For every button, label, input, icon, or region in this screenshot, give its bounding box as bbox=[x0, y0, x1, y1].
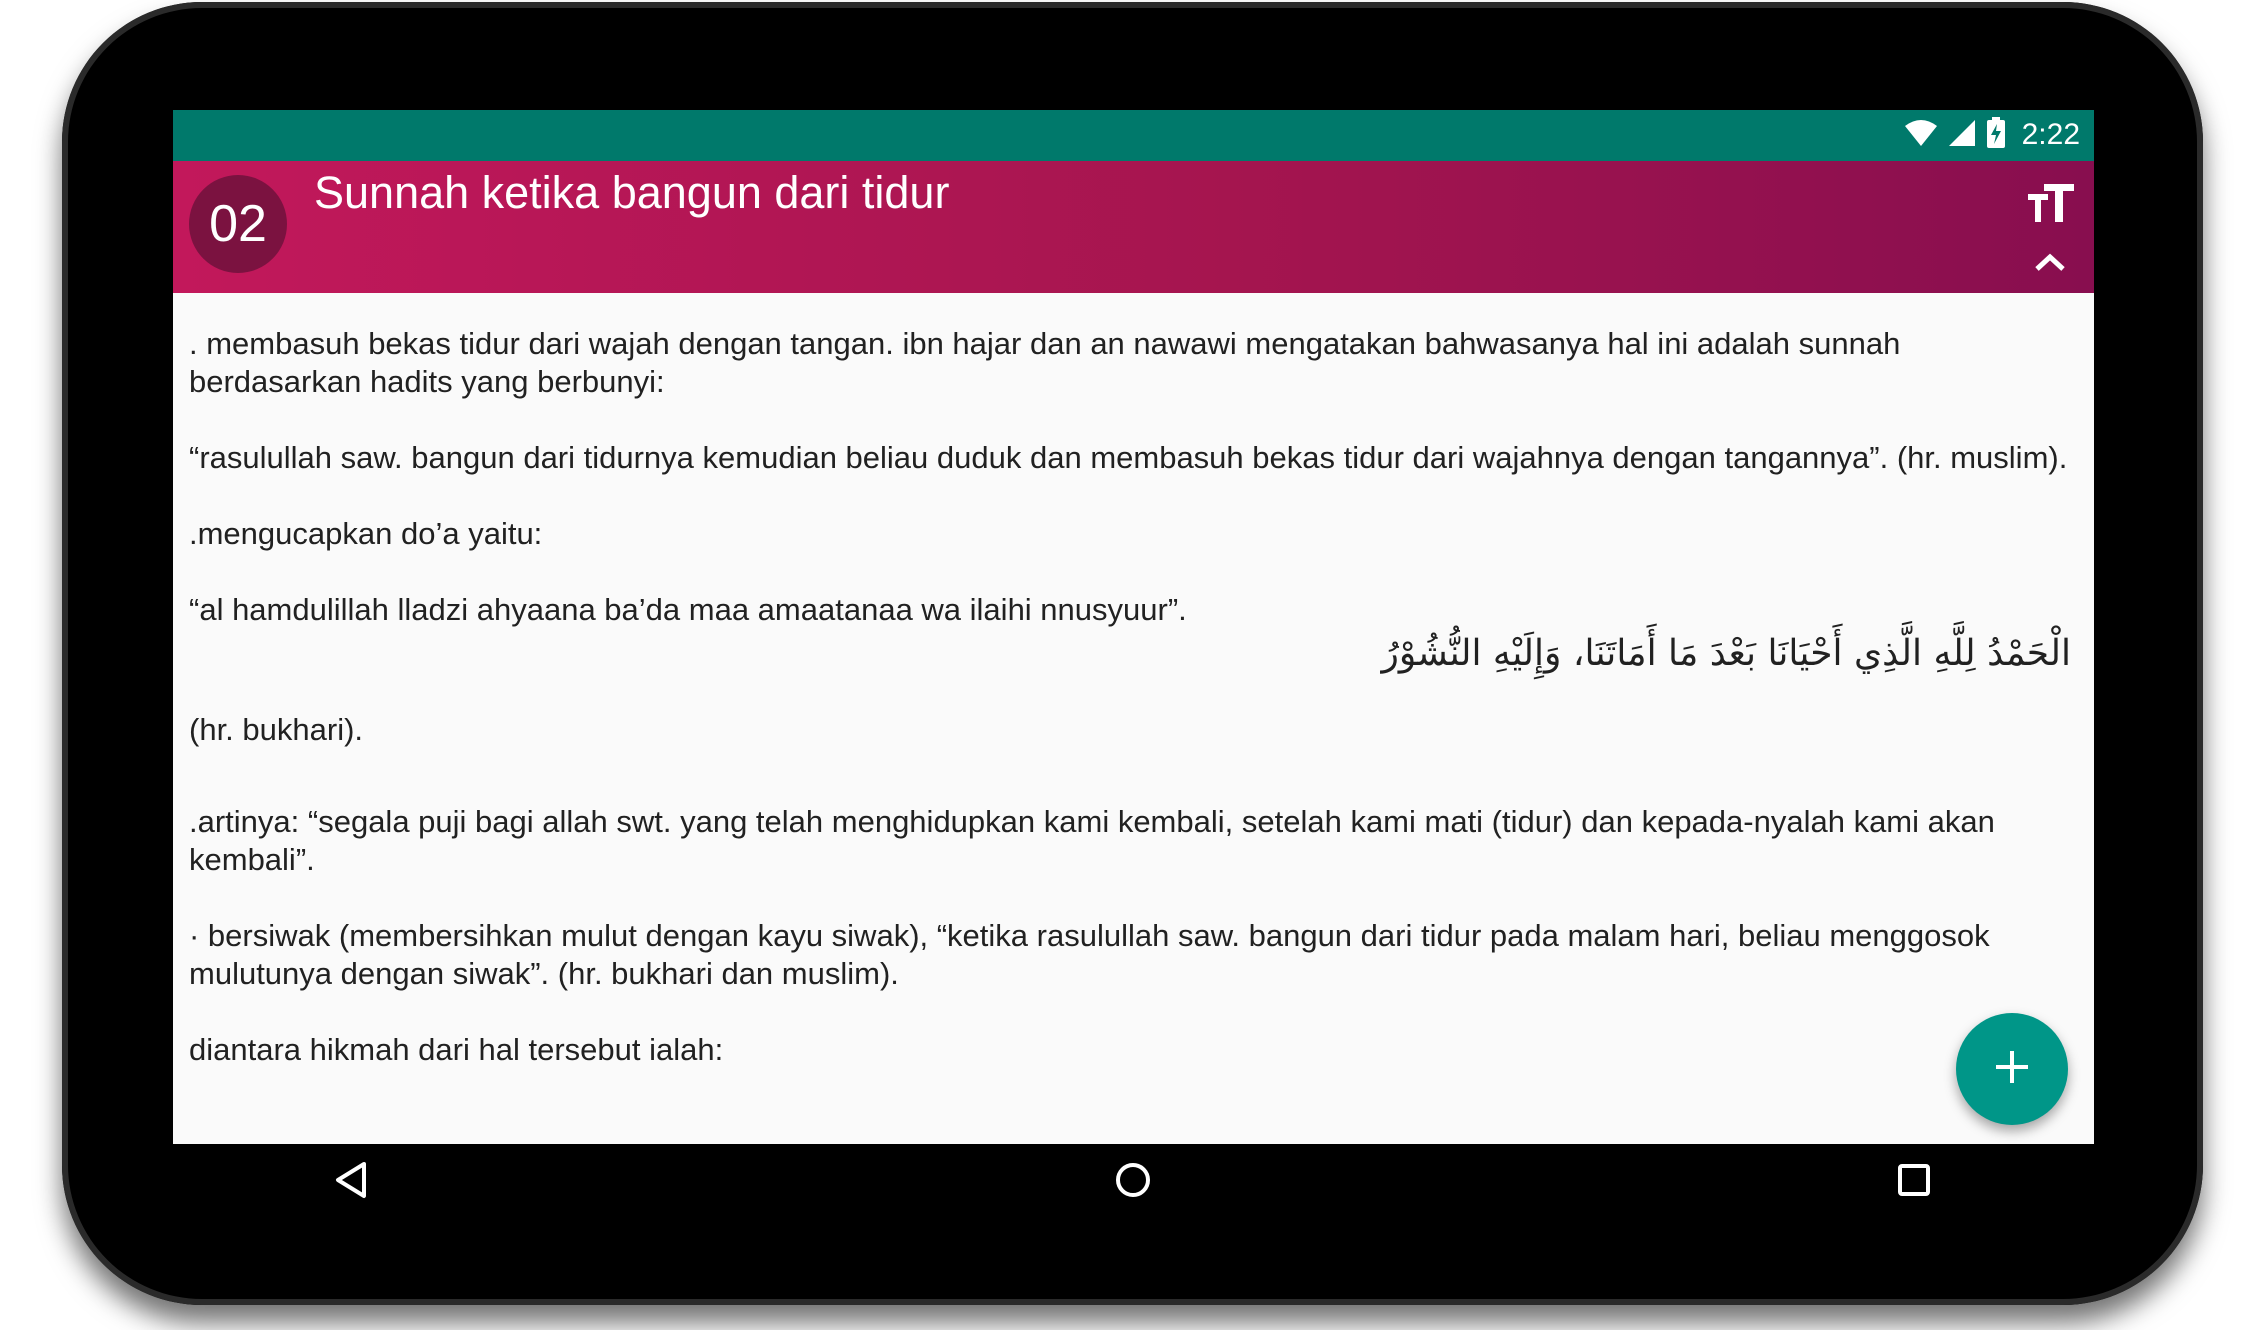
article-header bbox=[173, 161, 2094, 293]
app-screen bbox=[173, 110, 2094, 1144]
home-circle-icon bbox=[1113, 1160, 1153, 1205]
paragraph: .artinya: “segala puji bagi allah swt. yang telah menghidupkan kami kembali, setelah kami mati (tidur) dan kepada-nyalah kami akan kembali”. bbox=[189, 804, 1995, 877]
font-size-button[interactable] bbox=[2026, 181, 2076, 231]
wifi-icon bbox=[1904, 119, 1938, 152]
spacer bbox=[189, 553, 2079, 591]
spacer bbox=[189, 401, 2079, 439]
plus-icon bbox=[1994, 1049, 2030, 1090]
system-nav-bar bbox=[173, 1144, 2094, 1224]
paragraph: · bersiwak (membersihkan mulut dengan kayu siwak), “ketika rasulullah saw. bangun dari tidur pada malam hari, beliau menggosok mulutunya dengan siwak”. (hr. bukhari dan muslim). bbox=[189, 918, 1990, 991]
chevron-up-icon bbox=[2034, 252, 2066, 277]
arabic-prayer-text: الْحَمْدُ لِلَّهِ الَّذِي أَحْيَانَا بَعْدَ مَا أَمَاتَنَا، وَإِلَيْهِ النُّشُوْرُ bbox=[1381, 633, 2071, 674]
paragraph: .mengucapkan do’a yaitu: bbox=[189, 516, 543, 551]
paragraph: “al hamdulillah lladzi ahyaana ba’da maa amaatanaa wa ilaihi nnusyuur”. bbox=[189, 592, 1187, 627]
text-size-icon bbox=[2028, 184, 2074, 229]
paragraph: diantara hikmah dari hal tersebut ialah: bbox=[189, 1032, 724, 1067]
status-time: 2:22 bbox=[2021, 118, 2080, 151]
spacer bbox=[189, 749, 2079, 803]
collapse-header-button[interactable] bbox=[2028, 249, 2072, 279]
article-content bbox=[189, 325, 2079, 1069]
spacer bbox=[189, 477, 2079, 515]
home-button[interactable] bbox=[1103, 1152, 1163, 1212]
status-bar bbox=[173, 110, 2094, 161]
add-fab-button[interactable] bbox=[1956, 1013, 2068, 1125]
paragraph: (hr. bukhari). bbox=[189, 712, 364, 747]
paragraph: . membasuh bekas tidur dari wajah dengan tangan. ibn hajar dan an nawawi mengatakan bahwasanya hal ini adalah sunnah berdasarkan hadits yang berbunyi: bbox=[189, 326, 1901, 399]
back-triangle-icon bbox=[332, 1160, 372, 1205]
battery-charging-icon bbox=[1986, 117, 2006, 154]
spacer bbox=[189, 993, 2079, 1031]
status-icons bbox=[1904, 116, 2080, 154]
back-button[interactable] bbox=[322, 1152, 382, 1212]
signal-icon bbox=[1948, 119, 1976, 152]
recents-button[interactable] bbox=[1884, 1152, 1944, 1212]
recents-square-icon bbox=[1894, 1160, 1934, 1205]
paragraph: “rasulullah saw. bangun dari tidurnya kemudian beliau duduk dan membasuh bekas tidur dari wajahnya dengan tangannya”. (hr. muslim). bbox=[189, 440, 2068, 475]
spacer bbox=[189, 679, 2079, 711]
spacer bbox=[189, 879, 2079, 917]
article-number-badge: 02 bbox=[189, 175, 287, 273]
article-title: Sunnah ketika bangun dari tidur bbox=[314, 167, 950, 218]
